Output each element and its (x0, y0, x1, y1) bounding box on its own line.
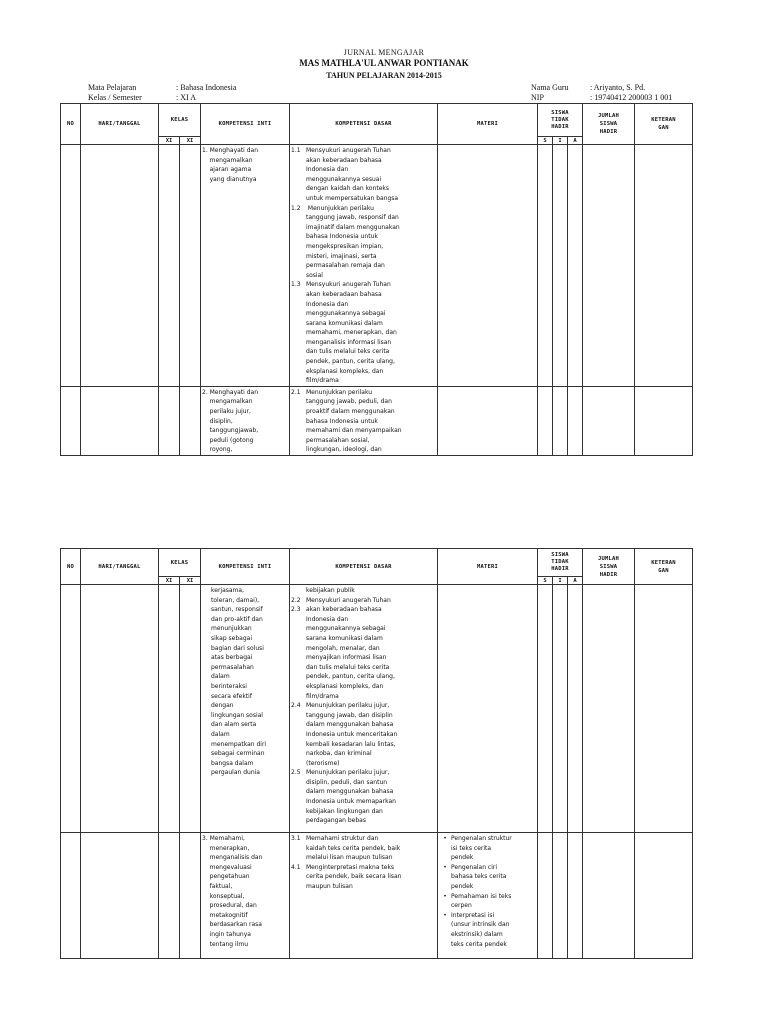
bullet-icon: • (443, 835, 447, 842)
header-keterangan: KETERAN GAN (635, 549, 693, 585)
cell-a (568, 833, 583, 959)
header-s: S (538, 577, 553, 585)
class-semester-label: Kelas / Semester (88, 93, 142, 102)
cell-s (538, 145, 553, 387)
materi-item (439, 892, 536, 911)
header-materi: MATERI (438, 549, 538, 585)
table-header-row (61, 549, 693, 577)
cell-a (568, 386, 583, 455)
cell-jumlah (583, 145, 635, 387)
kd-text: Mensyukuri anugerah Tuhan akan keberadaan bahasa Indonesia dan menggunakannya sebagai sarana komunikasi dalam memahami, menerapkan, dan menganalisis informasi lisan dan tulis melalui teks cerita pendek, pantun, cerita ulang, eksplanasi kompleks, dan film/drama (306, 281, 397, 385)
table-row (61, 585, 693, 833)
cell-no (61, 145, 81, 387)
cell-kelas-2 (180, 585, 201, 833)
cell-kelas-1 (159, 145, 180, 387)
cell-keterangan (635, 833, 693, 959)
header-kelas-xi-1: XI (159, 137, 180, 145)
kd-item (291, 280, 436, 386)
kd-text: Menunjukkan perilaku jujur, tanggung jawab, dan disiplin dalam menggunakan bahasa Indonesia untuk menceritakan kembali kesadaran lalu lintas, narkoba, dan kriminal (terorisme) (306, 702, 398, 767)
cell-jumlah (583, 833, 635, 959)
header-kompetensi-inti: KOMPETENSI INTI (201, 549, 290, 585)
ki-text: 1. Menghayati dan mengamalkan ajaran agama yang dianutnya (202, 147, 259, 183)
teacher-value: : Ariyanto, S. Pd. (590, 83, 646, 92)
header-i: I (553, 577, 568, 585)
cell-i (553, 145, 568, 387)
cell-keterangan (635, 585, 693, 833)
cell-kelas-1 (159, 585, 180, 833)
kd-number: 2.2 (291, 596, 301, 604)
header-keterangan: KETERAN GAN (635, 104, 693, 145)
kd-item (291, 388, 436, 454)
header-kelas-xi-1: XI (159, 577, 180, 585)
table-row (61, 386, 693, 455)
materi-item (439, 863, 536, 892)
materi-text: Pemahaman isi teks cerpen (451, 892, 512, 910)
journal-table-2 (60, 548, 693, 959)
nip-value: : 19740412 200003 1 001 (590, 93, 673, 102)
kd-item (291, 863, 436, 892)
kd-text: akan keberadaan bahasa Indonesia dan menggunakannya sebagai sarana komunikasi dalam mengolah, menalar, dan menyajikan informasi lisan dan tulis melalui teks cerita pendek, pantun, cerita ulang, eksplanasi kompleks, dan film/drama (306, 606, 395, 700)
header-jumlah-siswa-hadir: JUMLAH SISWA HADIR (583, 549, 635, 585)
kd-text: Menginterpretasi makna teks cerita pendek, baik secara lisan maupun tulisan (306, 863, 402, 890)
kd-text: Mensyukuri anugerah Tuhan (306, 596, 391, 604)
kd-text: Menunjukkan perilaku tanggung jawab, responsif dan imajinatif dalam menggunakan bahasa Indonesia untuk mengekspresikan impian, misteri, imajinasi, serta permasalahan remaja dan sosial (306, 204, 400, 279)
ki-text: kerjasama, toleran, damai), santun, responsif dan pro-aktif dan menunjukkan sikap sebagai bagian dari solusi atas berbagai permasalahan dalam berinteraksi secara efektif dengan lingkungan sosial dan alam serta dalam menempatkan diri sebagai cerminan bangsa dalam pergaulan dunia (211, 587, 267, 777)
header-siswa-tidak-hadir: SISWA TIDAK HADIR (538, 104, 583, 137)
header-a: A (568, 137, 583, 145)
cell-materi (438, 833, 538, 959)
kd-number: 3.1 (291, 835, 301, 842)
header-kompetensi-dasar: KOMPETENSI DASAR (290, 549, 438, 585)
journal-table-1 (60, 103, 693, 456)
cell-materi (438, 585, 538, 833)
table-row (61, 145, 693, 387)
cell-kelas-2 (180, 145, 201, 387)
header-hari-tanggal: HARI/TANGGAL (81, 549, 159, 585)
header-siswa-tidak-hadir: SISWA TIDAK HADIR (538, 549, 583, 577)
kd-number: 1.2 (291, 204, 301, 212)
cell-hari-tanggal (81, 386, 159, 455)
kd-item (291, 701, 436, 768)
header-kelas: KELAS (159, 104, 201, 137)
cell-kompetensi-inti (201, 585, 290, 833)
cell-i (553, 386, 568, 455)
cell-a (568, 145, 583, 387)
cell-jumlah (583, 585, 635, 833)
kd-text: Menunjukkan perilaku tanggung jawab, peduli, dan proaktif dalam menggunakan bahasa Indonesia untuk memahami dan menyampaikan permasalahan sosial, lingkungan, ideologi, dan (306, 388, 402, 454)
cell-kompetensi-dasar (290, 145, 438, 387)
ki-text: 3. Memahami, menerapkan, menganalisis dan mengevaluasi pengetahuan faktual, konseptual, prosedural, dan metakognitif berdasarkan rasa ingin tahunya tentang ilmu (202, 835, 263, 948)
materi-item (439, 834, 536, 863)
kd-text: Menunjukkan perilaku jujur, disiplin, peduli, dan santun dalam menggunakan bahasa Indonesia untuk memaparkan kebijakan lingkungan dan perdagangan bebas (306, 769, 396, 825)
cell-materi (438, 386, 538, 455)
table-header-row (61, 104, 693, 137)
kd-item (291, 146, 436, 204)
cell-kompetensi-dasar (290, 833, 438, 959)
kd-item (291, 768, 436, 826)
cell-jumlah (583, 386, 635, 455)
header-hari-tanggal: HARI/TANGGAL (81, 104, 159, 145)
cell-kompetensi-inti (201, 386, 290, 455)
header-kompetensi-inti: KOMPETENSI INTI (201, 104, 290, 145)
cell-no (61, 585, 81, 833)
kd-item (291, 605, 436, 701)
cell-hari-tanggal (81, 585, 159, 833)
journal-title: JURNAL MENGAJAR (343, 48, 425, 57)
bullet-icon: • (443, 911, 447, 919)
class-semester-value: : XI A (176, 93, 196, 102)
kd-text: Mensyukuri anugerah Tuhan akan keberadaan bahasa Indonesia dan menggunakannya sesuai dengan kaidah dan konteks untuk mempersatukan bangsa (306, 147, 399, 202)
cell-no (61, 386, 81, 455)
bullet-icon: • (443, 892, 447, 900)
cell-kompetensi-dasar (290, 386, 438, 455)
header-s: S (538, 137, 553, 145)
cell-s (538, 386, 553, 455)
kd-number: 1.3 (291, 281, 301, 289)
cell-s (538, 833, 553, 959)
header-materi: MATERI (438, 104, 538, 145)
kd-number: 2.4 (291, 702, 301, 710)
materi-text: Pengenalan ciri bahasa teks cerita pendek (451, 863, 507, 890)
header-kelas-xi-2: XI (180, 577, 201, 585)
header-i: I (553, 137, 568, 145)
ki-text: 2. Menghayati dan mengamalkan perilaku jujur, disiplin, tanggungjawab, peduli (gotong royong, (202, 388, 259, 454)
cell-kelas-2 (180, 833, 201, 959)
header-kelas: KELAS (159, 549, 201, 577)
academic-year: TAHUN PELAJARAN 2014-2015 (326, 71, 442, 80)
kd-item (291, 204, 436, 281)
kd-item (291, 834, 436, 863)
kd-number: 2.5 (291, 769, 301, 777)
cell-kompetensi-inti (201, 833, 290, 959)
cell-kompetensi-inti (201, 145, 290, 387)
materi-text: Pengenalan struktur isi teks cerita pendek (451, 835, 512, 862)
materi-text: Interpretasi isi (unsur intrinsik dan ekstrinsik) dalam teks cerita pendek (451, 911, 510, 948)
cell-kelas-1 (159, 386, 180, 455)
header-no: NO (61, 104, 81, 145)
cell-i (553, 833, 568, 959)
school-name: MAS MATHLA'UL ANWAR PONTIANAK (299, 58, 469, 68)
cell-a (568, 585, 583, 833)
nip-label: NIP (531, 93, 544, 102)
cell-kelas-2 (180, 386, 201, 455)
kd-number: 4.1 (291, 863, 301, 871)
kd-lead-item (291, 586, 436, 596)
subject-value: : Bahasa Indonesia (176, 83, 237, 92)
cell-i (553, 585, 568, 833)
header-jumlah-siswa-hadir: JUMLAH SISWA HADIR (583, 104, 635, 145)
cell-s (538, 585, 553, 833)
cell-hari-tanggal (81, 833, 159, 959)
materi-item (439, 911, 536, 949)
bullet-icon: • (443, 863, 447, 871)
header-kompetensi-dasar: KOMPETENSI DASAR (290, 104, 438, 145)
subject-label: Mata Pelajaran (88, 83, 137, 92)
header-a: A (568, 577, 583, 585)
cell-no (61, 833, 81, 959)
cell-materi (438, 145, 538, 387)
kd-text: kebijakan publik (306, 587, 355, 594)
table-row (61, 833, 693, 959)
header-no: NO (61, 549, 81, 585)
cell-keterangan (635, 145, 693, 387)
cell-kelas-1 (159, 833, 180, 959)
kd-item (291, 596, 436, 606)
cell-kompetensi-dasar (290, 585, 438, 833)
kd-text: Memahami struktur dan kaidah teks cerita pendek, baik melalui lisan maupun tulisan (306, 835, 401, 862)
header-kelas-xi-2: XI (180, 137, 201, 145)
cell-keterangan (635, 386, 693, 455)
kd-number: 1.1 (291, 147, 301, 154)
kd-number: 2.1 (291, 388, 301, 396)
cell-hari-tanggal (81, 145, 159, 387)
teacher-label: Nama Guru (531, 83, 569, 92)
kd-number: 2.3 (291, 606, 301, 614)
